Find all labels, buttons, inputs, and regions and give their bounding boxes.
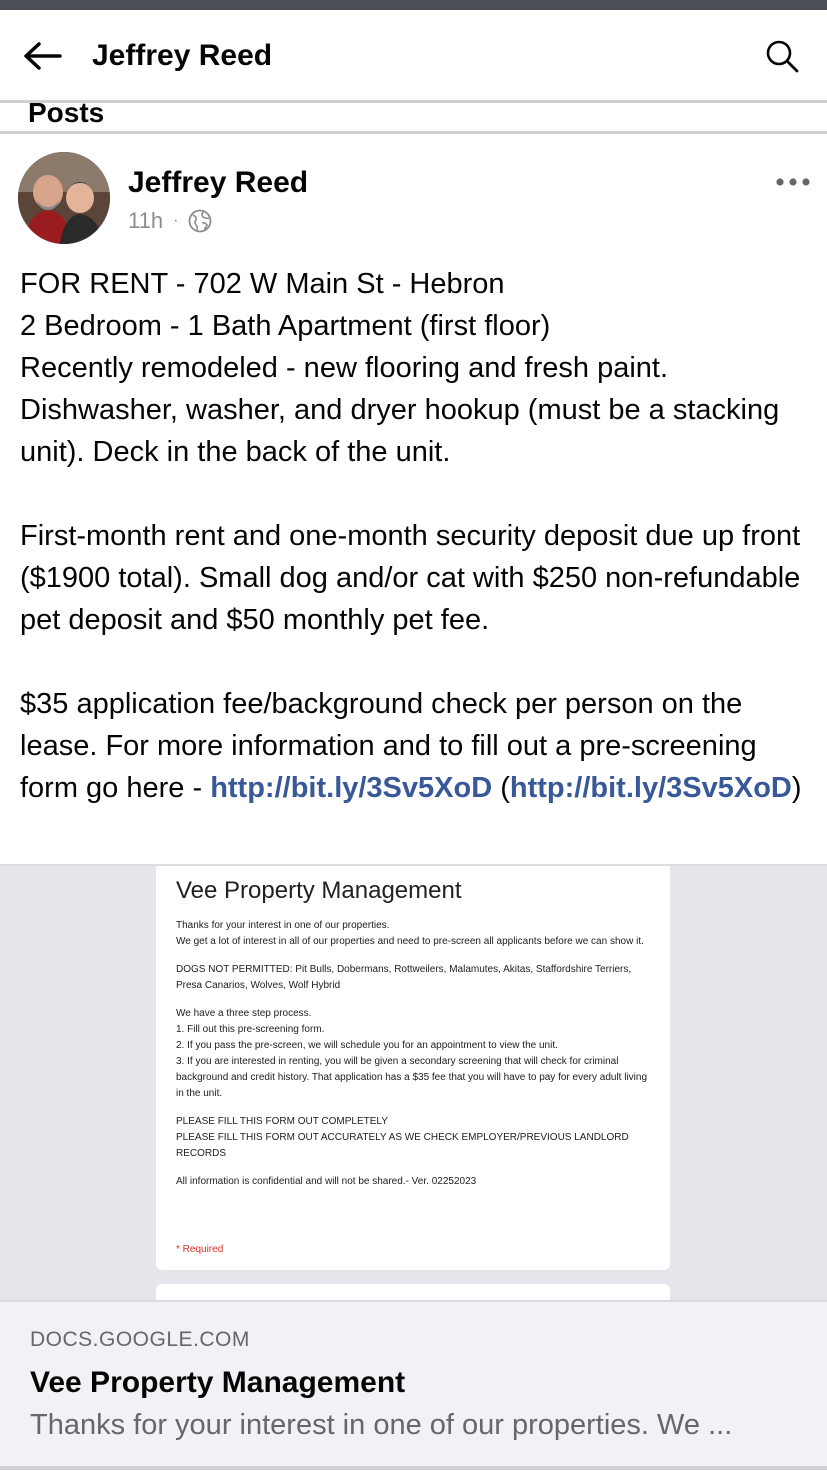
form-line: 2. If you pass the pre-screen, we will schedule you for an appointment to view the unit. [176,1040,558,1051]
globe-icon [188,209,212,233]
link-title: Vee Property Management [30,1366,406,1399]
link-preview-image[interactable] [0,864,827,1300]
post-author[interactable]: Jeffrey Reed [128,166,309,199]
post-text-span: $35 application fee/background check per person on the lease. For more information and to fill out a pre-screening form go here - [20,688,757,804]
form-preview-card [156,866,670,1270]
search-icon [765,39,799,73]
post-link[interactable]: http://bit.ly/3Sv5XoD [509,772,792,804]
page-title: Jeffrey Reed [92,39,273,72]
form-line: DOGS NOT PERMITTED: Pit Bulls, Dobermans, Rottweilers, Malamutes, Akitas, Staffordshire Terriers, Presa Canarios, Wolves, Wolf Hybrid [176,964,632,991]
post-line: FOR RENT - 702 W Main St - Hebron [20,268,505,300]
spacer [176,950,656,962]
post-link[interactable]: http://bit.ly/3Sv5XoD [210,772,493,804]
form-description [176,918,656,1190]
post-time[interactable]: 11h [128,208,164,233]
form-line: Thanks for your interest in one of our properties. [176,920,390,931]
form-line: 3. If you are interested in renting, you will be given a secondary screening that will check for criminal background and credit history. That application has a $35 fee that you will have to pay for every adult living in the unit. [176,1056,648,1099]
form-line: PLEASE FILL THIS FORM OUT ACCURATELY AS WE CHECK EMPLOYER/PREVIOUS LANDLORD RECORDS [176,1132,629,1159]
search-button[interactable] [760,34,804,78]
meta-separator: · [173,212,179,229]
post-paragraph [20,683,820,809]
arrow-left-icon [22,41,62,71]
status-bar [0,0,827,10]
more-horizontal-icon [775,177,811,187]
post-text [20,263,820,809]
post-options-button[interactable] [772,166,814,198]
spacer [176,994,656,1006]
top-bar [0,10,827,100]
form-next-card [156,1284,670,1300]
divider [0,131,827,134]
form-line: We have a three step process. [176,1008,312,1019]
post-line: Dishwasher, washer, and dryer hookup (must be a stacking unit). Deck in the back of the unit. [20,394,780,468]
link-card[interactable] [0,1300,827,1470]
avatar-photo [18,152,110,244]
post-line: Recently remodeled - new flooring and fresh paint. [20,352,669,384]
spacer [20,641,820,683]
avatar[interactable] [18,152,110,244]
form-line: PLEASE FILL THIS FORM OUT COMPLETELY [176,1116,388,1127]
post-meta [128,206,212,236]
back-button[interactable] [18,36,66,76]
form-line: All information is confidential and will not be shared.- Ver. 02252023 [176,1176,477,1187]
paren: ) [791,772,802,804]
form-line: We get a lot of interest in all of our properties and need to pre-screen all applicants before we can show it. [176,936,644,947]
form-line: 1. Fill out this pre-screening form. [176,1024,325,1035]
link-description: Thanks for your interest in one of our properties. We ... [30,1409,733,1441]
post-line: 2 Bedroom - 1 Bath Apartment (first floor) [20,310,551,342]
required-note: * Required [176,1244,224,1255]
divider [0,1466,827,1470]
section-header [0,103,827,131]
form-title: Vee Property Management [176,877,462,904]
spacer [176,1162,656,1174]
spacer [20,473,820,515]
post-paragraph: First-month rent and one-month security deposit due up front ($1900 total). Small dog and/or cat with $250 non-refundable pet deposit and $50 monthly pet fee. [20,520,801,636]
spacer [176,1102,656,1114]
link-domain: DOCS.GOOGLE.COM [30,1328,250,1351]
posts-label: Posts [28,103,105,128]
paren: ( [492,772,510,804]
